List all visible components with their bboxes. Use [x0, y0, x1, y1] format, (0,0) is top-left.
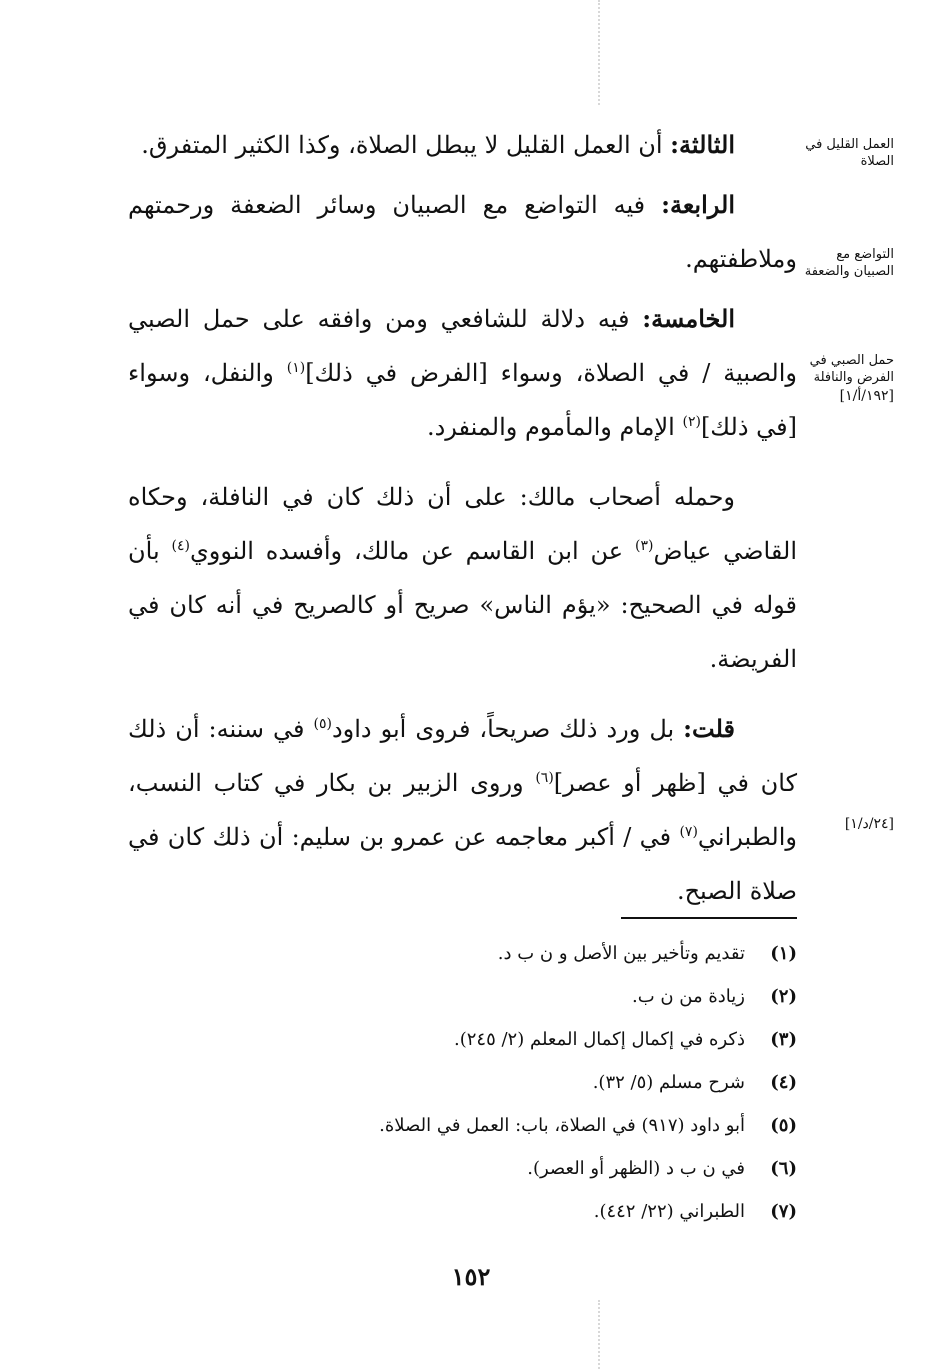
footnotes-list	[128, 932, 797, 1233]
footnote-number: (٢)	[770, 986, 797, 1007]
manuscript-reference: [١٩٢/أ/١]	[839, 388, 894, 404]
footnote	[128, 1018, 797, 1061]
paragraph-text: الإمام والمأموم والمنفرد.	[426, 413, 683, 441]
footnote-number: (١)	[770, 943, 797, 964]
footnote-number: (٧)	[770, 1201, 797, 1222]
footnote-number: (٤)	[770, 1072, 797, 1093]
side-note-text: التواضع مع الصبيان والضعفة	[804, 247, 894, 279]
paragraph-text: في سننه: أن ذلك كان في [ظهر أو عصر]	[128, 715, 798, 797]
paragraph-author-remark	[128, 702, 797, 918]
page-crease-top	[598, 0, 600, 105]
paragraph-text: بأن قوله في الصحيح: «يؤم الناس» صريح أو كالصريح في أنه كان في الفريضة.	[128, 537, 797, 673]
footnote-marker[interactable]: (٤)	[171, 538, 190, 554]
footnote-marker[interactable]: (٧)	[679, 824, 698, 840]
paragraph-fifth	[128, 292, 797, 454]
footnote-number: (٦)	[770, 1158, 797, 1179]
footnote	[128, 1190, 797, 1233]
footnote-marker[interactable]: (٦)	[535, 770, 554, 786]
page-number: ١٥٢	[451, 1262, 491, 1291]
side-note-text: العمل القليل في الصلاة	[805, 137, 894, 169]
page-crease-bottom	[598, 1300, 600, 1369]
main-text	[128, 118, 797, 918]
paragraph-text: أن العمل القليل لا يبطل الصلاة، وكذا الكثير المتفرق.	[141, 131, 671, 159]
footnote	[128, 1061, 797, 1104]
side-note-small-action	[802, 136, 894, 170]
paragraph-text: وحمله أصحاب مالك: على أن ذلك كان في النافلة، وحكاه القاضي عياض	[128, 483, 797, 565]
side-note-carrying-child	[802, 352, 894, 405]
footnote-number: (٣)	[770, 1029, 797, 1050]
paragraph-text: بل ورد ذلك صريحاً، فروى أبو داود	[331, 715, 684, 743]
footnote-text: شرح مسلم (٥/ ٣٢).	[592, 1072, 745, 1093]
paragraph-lead: قلت:	[683, 714, 735, 743]
footnote-marker[interactable]: (١)	[286, 360, 306, 376]
footnote	[128, 1147, 797, 1190]
paragraph-text: عن ابن القاسم عن مالك، وأفسده النووي	[189, 537, 635, 565]
paragraph-text: فيه التواضع مع الصبيان وسائر الضعفة ورحمتهم وملاطفتهم.	[128, 191, 797, 273]
paragraph-lead: الرابعة:	[661, 190, 735, 219]
footnote-text: زيادة من ن ب.	[631, 986, 745, 1007]
footnote-text: أبو داود (٩١٧) في الصلاة، باب: العمل في الصلاة.	[379, 1115, 745, 1136]
paragraph-maliki-view	[128, 470, 797, 686]
footnote	[128, 1104, 797, 1147]
footnote-text: في ن ب د (الظهر أو العصر).	[527, 1158, 745, 1179]
footnote-separator	[621, 917, 797, 919]
manuscript-reference: [٢٤/د/١]	[844, 816, 894, 832]
paragraph-text: في / أكبر معاجمه عن عمرو بن سليم: أن ذلك كان في صلاة الصبح.	[128, 823, 797, 905]
paragraph-text: وروى الزبير بن بكار في كتاب النسب، والطبراني	[128, 769, 797, 851]
footnote	[128, 975, 797, 1018]
paragraph-text: فيه دلالة للشافعي ومن وافقه على حمل الصبي والصبية / في الصلاة، وسواء [الفرض في ذلك]	[128, 305, 798, 387]
paragraph-text: والنفل، وسواء [في ذلك]	[128, 359, 797, 441]
footnote-text: ذكره في إكمال إكمال المعلم (٢/ ٢٤٥).	[453, 1029, 745, 1050]
paragraph-lead: الثالثة:	[670, 130, 735, 159]
side-note-humility	[802, 246, 894, 280]
side-note-text: حمل الصبي في الفرض والنافلة	[809, 353, 894, 385]
footnote-number: (٥)	[770, 1115, 797, 1136]
footnote	[128, 932, 797, 975]
paragraph-third	[128, 118, 797, 172]
footnote-marker[interactable]: (٥)	[313, 716, 332, 732]
paragraph-lead: الخامسة:	[642, 304, 735, 333]
footnote-marker[interactable]: (٣)	[634, 538, 654, 554]
paragraph-fourth	[128, 178, 797, 286]
footnote-marker[interactable]: (٢)	[682, 414, 701, 430]
footnote-text: الطبراني (٢٢/ ٤٤٢).	[593, 1201, 745, 1222]
footnote-text: تقديم وتأخير بين الأصل و ن ب د.	[497, 943, 745, 964]
